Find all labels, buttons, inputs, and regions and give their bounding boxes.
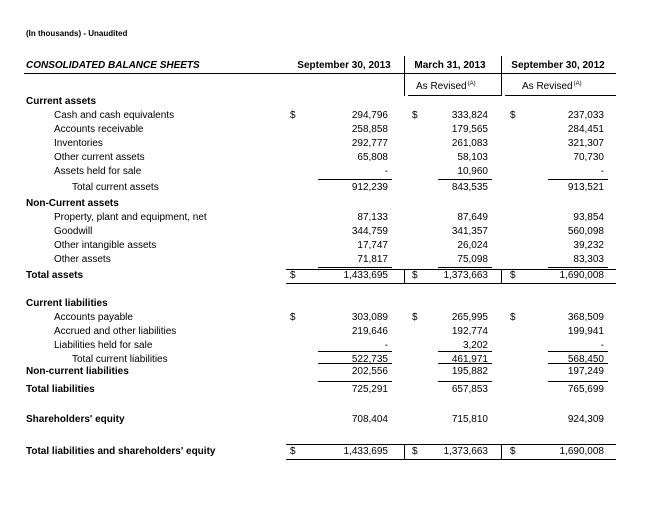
- row-value: 58,103: [457, 152, 488, 163]
- row-label: Other current assets: [54, 152, 145, 163]
- header-divider-2: [501, 56, 502, 96]
- row-value: 71,817: [357, 254, 388, 265]
- row-value: 237,033: [567, 110, 604, 121]
- dollar-sign: $: [510, 270, 516, 281]
- row-value: 265,995: [451, 312, 488, 323]
- dollar-sign: $: [290, 312, 296, 323]
- row-value: 913,521: [567, 182, 604, 193]
- total-divider: [501, 444, 502, 459]
- row-label: Assets held for sale: [54, 166, 142, 177]
- row-value: 93,854: [573, 212, 604, 223]
- row-label: Total current liabilities: [72, 354, 168, 365]
- row-label: Current liabilities: [26, 298, 108, 309]
- row-value: 912,239: [351, 182, 388, 193]
- row-label: Liabilities held for sale: [54, 340, 153, 351]
- underline: [318, 179, 392, 180]
- row-value: 219,646: [351, 326, 388, 337]
- units-note: (In thousands) - Unaudited: [26, 29, 128, 38]
- underline: [438, 363, 492, 364]
- row-value: 708,404: [351, 414, 388, 425]
- row-value: 1,690,008: [559, 446, 604, 457]
- header-rule: [24, 73, 616, 74]
- row-value: 1,373,663: [443, 270, 488, 281]
- row-label: Inventories: [54, 138, 103, 149]
- row-value: 3,202: [462, 340, 488, 351]
- total-bottom-rule: [286, 459, 616, 460]
- row-value: 765,699: [567, 384, 604, 395]
- dollar-sign: $: [510, 110, 516, 121]
- col-subheader-mar-2013: As Revised$^{(A)}$: [416, 81, 476, 92]
- statement-title: CONSOLIDATED BALANCE SHEETS: [26, 60, 200, 71]
- row-label: Total assets: [26, 270, 84, 281]
- row-value: 1,373,663: [443, 446, 488, 457]
- underline: [548, 179, 608, 180]
- row-value: 70,730: [573, 152, 604, 163]
- row-value: 303,089: [351, 312, 388, 323]
- row-value: 202,556: [351, 366, 388, 377]
- total-bottom-rule: [286, 283, 616, 284]
- col-header-sep-2013: September 30, 2013: [297, 60, 391, 71]
- row-value: 284,451: [567, 124, 604, 135]
- row-label: Accrued and other liabilities: [54, 326, 177, 337]
- row-value: 192,774: [451, 326, 488, 337]
- dollar-sign: $: [412, 270, 418, 281]
- row-value: 87,133: [357, 212, 388, 223]
- row-label: Accounts receivable: [54, 124, 144, 135]
- row-label: Shareholders' equity: [26, 414, 125, 425]
- row-value: 292,777: [351, 138, 388, 149]
- underline: [548, 351, 608, 352]
- row-label: Cash and cash equivalents: [54, 110, 175, 121]
- header-rule-col2: [408, 95, 502, 96]
- col-subheader-sep-2012: As Revised$^{(A)}$: [522, 81, 582, 92]
- row-value: 65,808: [357, 152, 388, 163]
- row-value: 321,307: [567, 138, 604, 149]
- row-label: Accounts payable: [54, 312, 133, 323]
- row-value: 522,735: [351, 354, 388, 365]
- row-value: 344,759: [351, 226, 388, 237]
- row-value: 10,960: [457, 166, 488, 177]
- row-label: Total liabilities: [26, 384, 95, 395]
- row-value: 568,450: [567, 354, 604, 365]
- col-header-mar-2013: March 31, 2013: [414, 60, 486, 71]
- dollar-sign: $: [290, 270, 296, 281]
- row-value: 197,249: [567, 366, 604, 377]
- row-label: Property, plant and equipment, net: [54, 212, 207, 223]
- row-value: 341,357: [451, 226, 488, 237]
- underline: [438, 267, 492, 268]
- dollar-sign: $: [290, 446, 296, 457]
- row-value: 39,232: [573, 240, 604, 251]
- row-value: 26,024: [457, 240, 488, 251]
- row-value: 657,853: [451, 384, 488, 395]
- dollar-sign: $: [412, 110, 418, 121]
- dollar-sign: $: [510, 312, 516, 323]
- row-value: -: [384, 340, 388, 351]
- header-divider-1: [404, 56, 405, 96]
- total-divider: [404, 444, 405, 459]
- row-value: 1,433,695: [343, 270, 388, 281]
- row-value: 1,690,008: [559, 270, 604, 281]
- underline: [548, 381, 608, 382]
- underline: [548, 363, 608, 364]
- row-label: Other intangible assets: [54, 240, 157, 251]
- dollar-sign: $: [412, 446, 418, 457]
- dollar-sign: $: [290, 110, 296, 121]
- row-value: -: [384, 166, 388, 177]
- underline: [318, 351, 392, 352]
- row-value: 195,882: [451, 366, 488, 377]
- row-label: Goodwill: [54, 226, 93, 237]
- total-top-rule: [286, 444, 616, 445]
- row-value: 83,303: [573, 254, 604, 265]
- row-value: 1,433,695: [343, 446, 388, 457]
- row-value: 261,083: [451, 138, 488, 149]
- total-divider: [501, 269, 502, 283]
- row-label: Total liabilities and shareholders' equity: [26, 446, 216, 457]
- row-value: 924,309: [567, 414, 604, 425]
- row-value: 333,824: [451, 110, 488, 121]
- row-value: 87,649: [457, 212, 488, 223]
- underline: [318, 363, 392, 364]
- underline: [318, 267, 392, 268]
- row-value: 843,535: [451, 182, 488, 193]
- total-top-rule: [286, 269, 616, 270]
- col-header-sep-2012: September 30, 2012: [511, 60, 605, 71]
- row-label: Current assets: [26, 96, 97, 107]
- header-rule-col3: [505, 95, 616, 96]
- row-value: 461,971: [451, 354, 488, 365]
- row-value: -: [600, 340, 604, 351]
- row-value: 715,810: [451, 414, 488, 425]
- underline: [318, 381, 392, 382]
- row-value: 17,747: [357, 240, 388, 251]
- row-label: Non-current liabilities: [26, 366, 129, 377]
- row-label: Non-Current assets: [26, 198, 119, 209]
- row-value: 368,509: [567, 312, 604, 323]
- underline: [438, 351, 492, 352]
- row-value: 725,291: [351, 384, 388, 395]
- dollar-sign: $: [510, 446, 516, 457]
- row-label: Other assets: [54, 254, 111, 265]
- row-value: -: [600, 166, 604, 177]
- dollar-sign: $: [412, 312, 418, 323]
- row-value: 258,858: [351, 124, 388, 135]
- row-value: 199,941: [567, 326, 604, 337]
- row-value: 560,098: [567, 226, 604, 237]
- row-value: 75,098: [457, 254, 488, 265]
- underline: [438, 179, 492, 180]
- underline: [548, 267, 608, 268]
- row-value: 179,565: [451, 124, 488, 135]
- total-divider: [404, 269, 405, 283]
- row-label: Total current assets: [72, 182, 159, 193]
- row-value: 294,796: [351, 110, 388, 121]
- underline: [438, 381, 492, 382]
